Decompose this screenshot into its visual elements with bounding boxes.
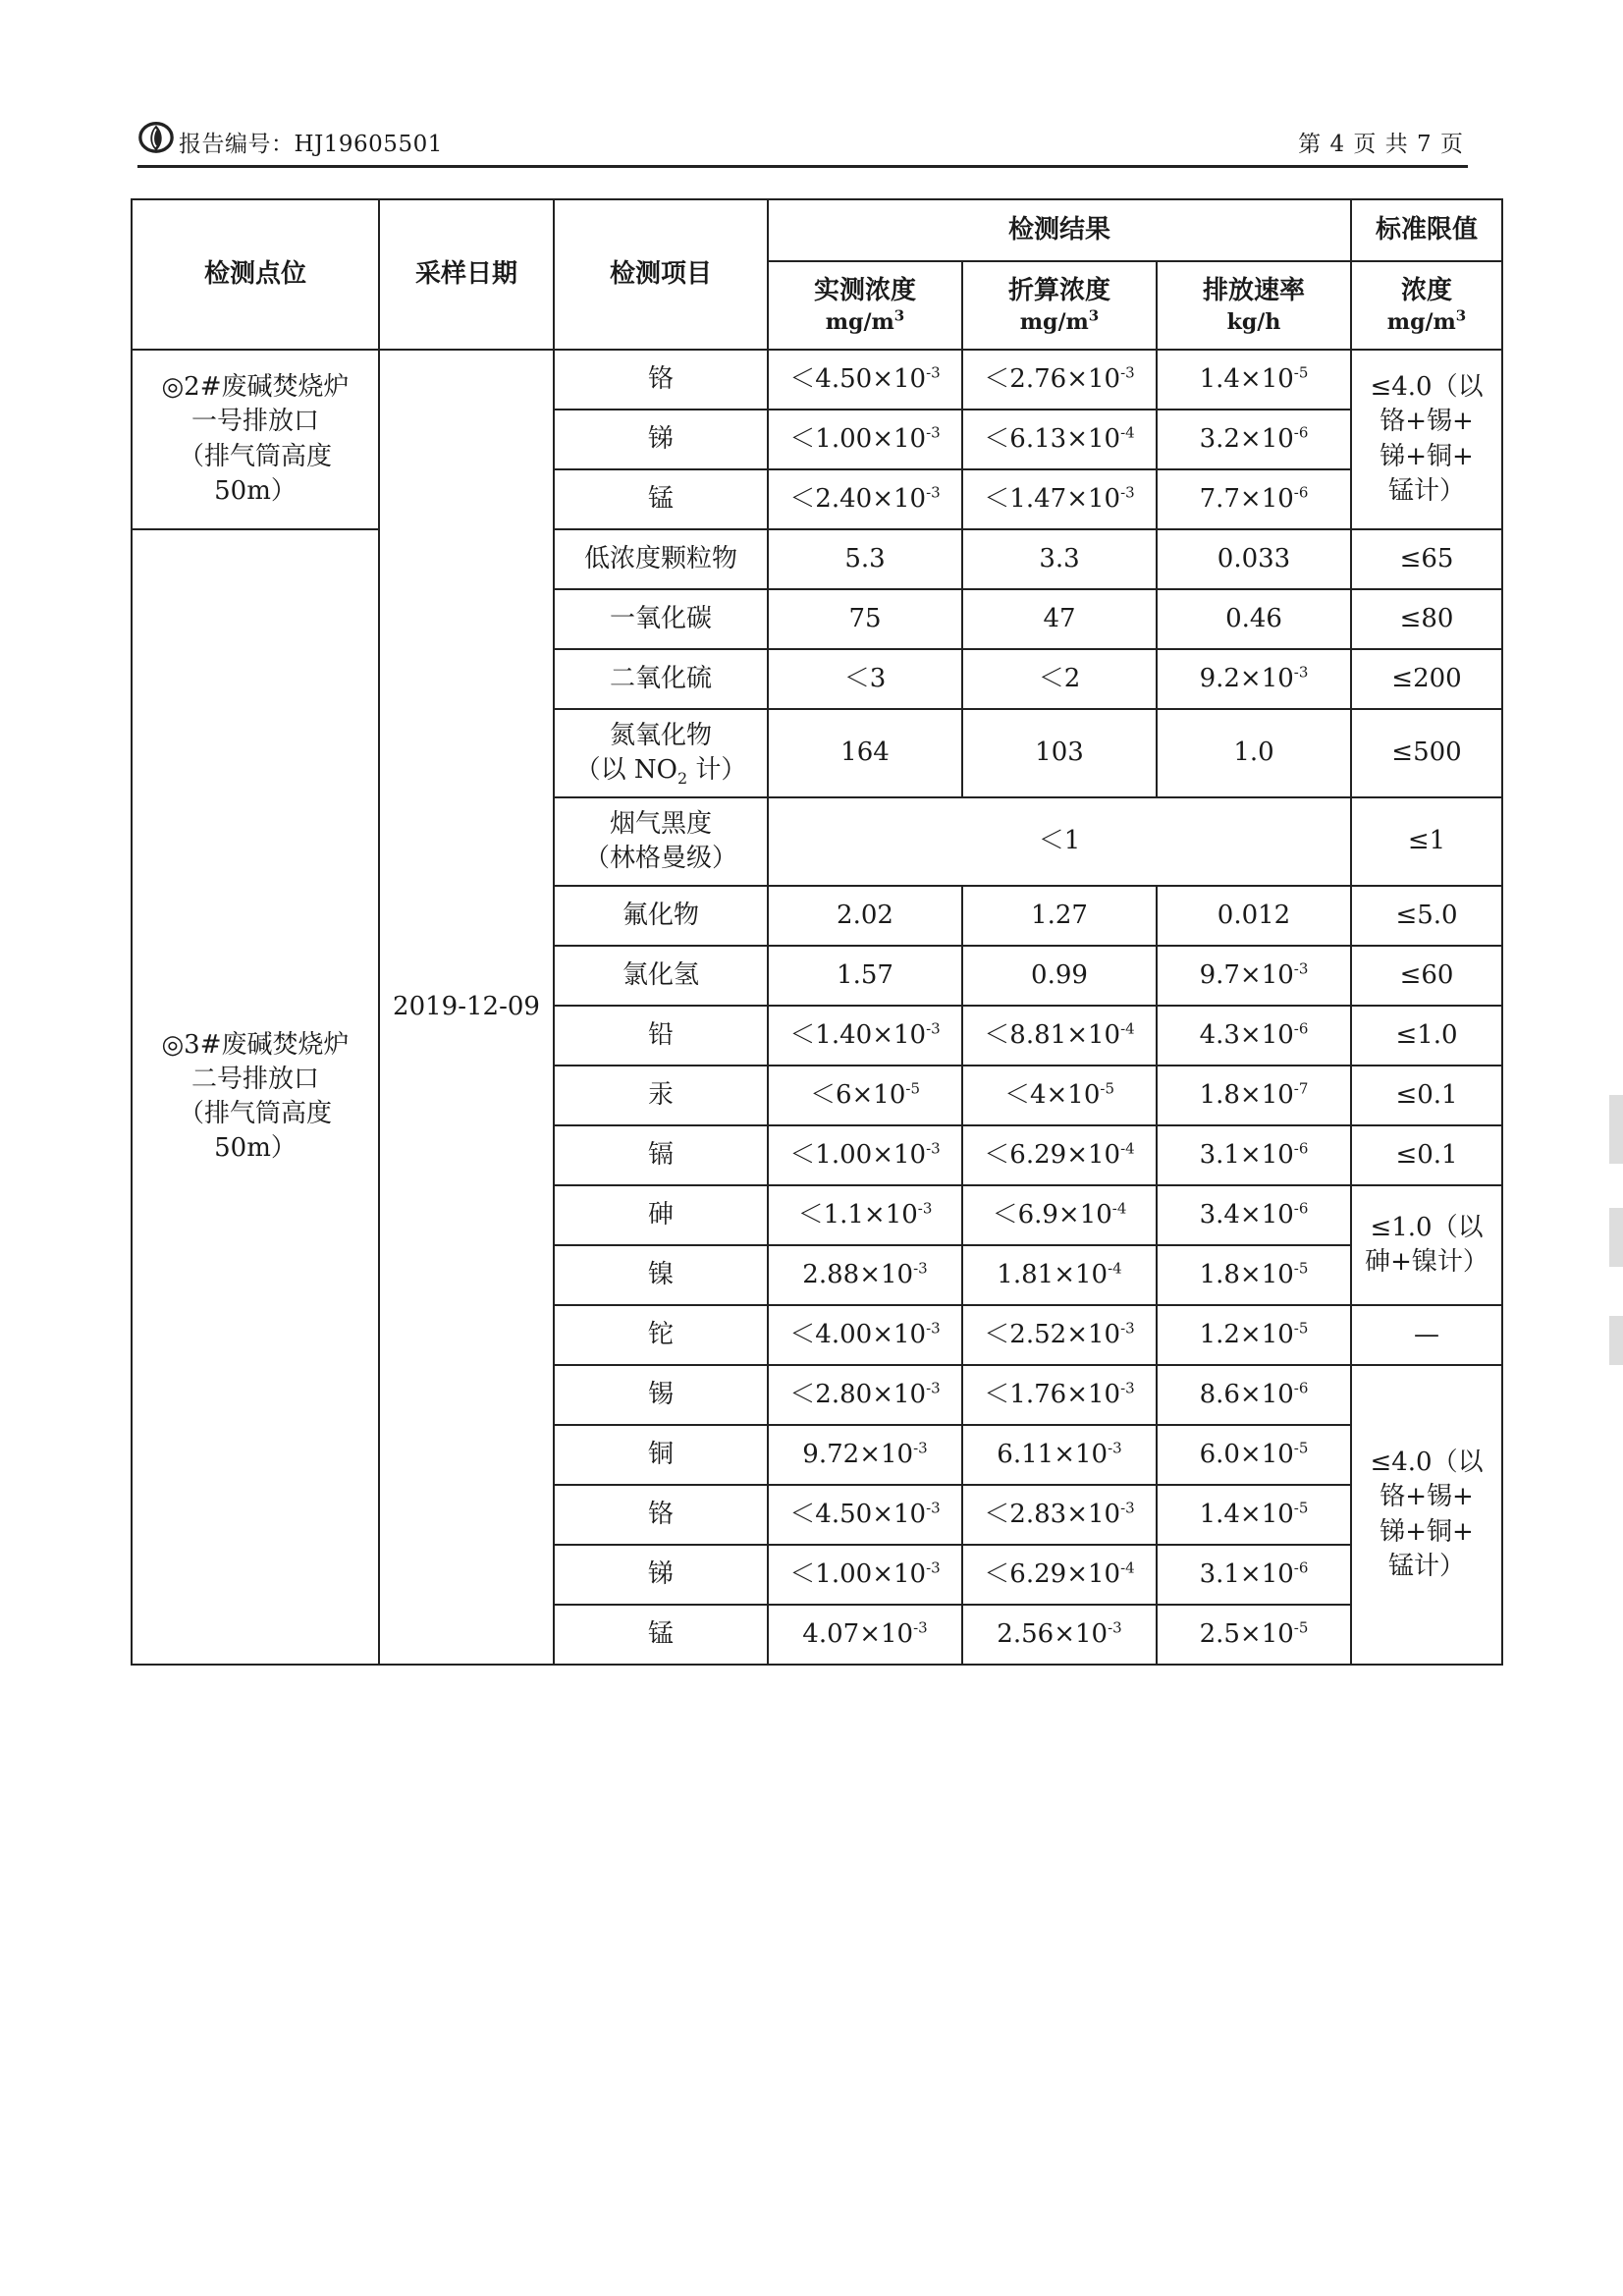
rate-cell: $1.4\times 10^{-5}$	[1157, 350, 1351, 410]
header-std-conc-label: 浓度	[1401, 275, 1453, 305]
rate-cell: $1.4\times 10^{-5}$	[1157, 1485, 1351, 1545]
item-cell: 锰	[554, 1605, 768, 1665]
header-std-conc	[1351, 261, 1502, 350]
item-cell: 汞	[554, 1066, 768, 1125]
rate-cell: $3.1\times 10^{-6}$	[1157, 1125, 1351, 1185]
standard-cell: ≤60	[1351, 946, 1502, 1006]
item-cell: 镍	[554, 1245, 768, 1305]
measured-cell: $<2.40\times 10^{-3}$	[768, 469, 962, 529]
converted-cell: $<8.81\times 10^{-4}$	[962, 1006, 1157, 1066]
converted-cell: 0.99	[962, 946, 1157, 1006]
standard-cell: ≤500	[1351, 709, 1502, 797]
item-cell: 低浓度颗粒物	[554, 529, 768, 589]
rate-cell: $3.1\times 10^{-6}$	[1157, 1545, 1351, 1605]
table-row	[132, 350, 1502, 410]
measured-cell: ＜3	[768, 649, 962, 709]
header-rate	[1157, 261, 1351, 350]
standard-cell: ≤0.1	[1351, 1125, 1502, 1185]
item-cell: 砷	[554, 1185, 768, 1245]
scan-artifact	[1609, 1208, 1623, 1267]
unit-kgh: kg/h	[1226, 308, 1281, 335]
location-cell: ◎2#废碱焚烧炉 一号排放口 （排气筒高度 50m）	[132, 350, 379, 529]
converted-cell: $<2.83\times 10^{-3}$	[962, 1485, 1157, 1545]
standard-cell: ≤200	[1351, 649, 1502, 709]
standard-cell: ≤5.0	[1351, 886, 1502, 946]
rate-cell: $1.8\times 10^{-5}$	[1157, 1245, 1351, 1305]
rate-cell: $1.8\times 10^{-7}$	[1157, 1066, 1351, 1125]
table-row	[132, 529, 1502, 589]
rate-cell: 0.46	[1157, 589, 1351, 649]
converted-cell: $6.11\times 10^{-3}$	[962, 1425, 1157, 1485]
standard-cell: ≤1	[1351, 797, 1502, 886]
header-item: 检测项目	[554, 199, 768, 350]
converted-cell: 1.27	[962, 886, 1157, 946]
header-rate-label: 排放速率	[1203, 275, 1306, 305]
converted-cell: 103	[962, 709, 1157, 797]
results-table	[131, 198, 1503, 1666]
measured-cell: 75	[768, 589, 962, 649]
converted-cell: $<6.29\times 10^{-4}$	[962, 1125, 1157, 1185]
rate-cell: $9.2\times 10^{-3}$	[1157, 649, 1351, 709]
item-cell: 铅	[554, 1006, 768, 1066]
rate-cell: $3.2\times 10^{-6}$	[1157, 410, 1351, 469]
measured-cell: $<4.50\times 10^{-3}$	[768, 350, 962, 410]
company-logo-icon	[137, 118, 175, 155]
item-cell: 铬	[554, 1485, 768, 1545]
standard-cell: ≤1.0	[1351, 1006, 1502, 1066]
standard-cell: ≤4.0（以 铬+锡+ 锑+铜+ 锰计）	[1351, 1365, 1502, 1665]
rate-cell: 1.0	[1157, 709, 1351, 797]
header-standard: 标准限值	[1351, 199, 1502, 261]
header-measured-label: 实测浓度	[813, 275, 916, 305]
unit-mg: $mg/m^3$	[1386, 306, 1467, 335]
item-cell: 镉	[554, 1125, 768, 1185]
measured-cell: $<4.00\times 10^{-3}$	[768, 1305, 962, 1365]
measured-cell: 1.57	[768, 946, 962, 1006]
measured-cell: $<1.00\times 10^{-3}$	[768, 1125, 962, 1185]
item-cell: 氟化物	[554, 886, 768, 946]
unit-mg: $mg/m^3$	[1019, 306, 1100, 335]
rate-cell: $3.4\times 10^{-6}$	[1157, 1185, 1351, 1245]
converted-cell: $<1.47\times 10^{-3}$	[962, 469, 1157, 529]
converted-cell: 3.3	[962, 529, 1157, 589]
item-cell: 氮氧化物 （以 $NO_2$ 计）	[554, 709, 768, 797]
header-converted	[962, 261, 1157, 350]
converted-cell: ＜2	[962, 649, 1157, 709]
rate-cell: $2.5\times 10^{-5}$	[1157, 1605, 1351, 1665]
measured-cell: $<4.50\times 10^{-3}$	[768, 1485, 962, 1545]
converted-cell: $<6.29\times 10^{-4}$	[962, 1545, 1157, 1605]
header-converted-label: 折算浓度	[1007, 275, 1110, 305]
standard-cell: ≤65	[1351, 529, 1502, 589]
measured-cell: $<2.80\times 10^{-3}$	[768, 1365, 962, 1425]
measured-cell: $<1.00\times 10^{-3}$	[768, 410, 962, 469]
standard-cell: ≤80	[1351, 589, 1502, 649]
standard-cell: ≤4.0（以 铬+锡+ 锑+铜+ 锰计）	[1351, 350, 1502, 529]
header-location: 检测点位	[132, 199, 379, 350]
rate-cell: $1.2\times 10^{-5}$	[1157, 1305, 1351, 1365]
standard-cell: —	[1351, 1305, 1502, 1365]
scan-artifact	[1609, 1316, 1623, 1365]
item-cell: 一氧化碳	[554, 589, 768, 649]
header-measured	[768, 261, 962, 350]
standard-cell: ≤0.1	[1351, 1066, 1502, 1125]
value-cell: ＜1	[768, 797, 1351, 886]
item-cell: 铊	[554, 1305, 768, 1365]
header-results: 检测结果	[768, 199, 1351, 261]
report-number: 报告编号：HJ19605501	[179, 132, 443, 157]
item-cell: 铜	[554, 1425, 768, 1485]
page-number: 第 4 页 共 7 页	[1298, 132, 1464, 157]
measured-cell: $4.07\times 10^{-3}$	[768, 1605, 962, 1665]
item-cell: 氯化氢	[554, 946, 768, 1006]
converted-cell: $<4\times 10^{-5}$	[962, 1066, 1157, 1125]
item-cell: 锰	[554, 469, 768, 529]
rate-cell: 0.012	[1157, 886, 1351, 946]
converted-cell: $<1.76\times 10^{-3}$	[962, 1365, 1157, 1425]
measured-cell: 5.3	[768, 529, 962, 589]
rate-cell: $9.7\times 10^{-3}$	[1157, 946, 1351, 1006]
measured-cell: $<6\times 10^{-5}$	[768, 1066, 962, 1125]
measured-cell: $<1.00\times 10^{-3}$	[768, 1545, 962, 1605]
rate-cell: $7.7\times 10^{-6}$	[1157, 469, 1351, 529]
rate-cell: $4.3\times 10^{-6}$	[1157, 1006, 1351, 1066]
sampling-date: 2019-12-09	[379, 350, 554, 1665]
converted-cell: $<6.13\times 10^{-4}$	[962, 410, 1157, 469]
converted-cell: $<2.52\times 10^{-3}$	[962, 1305, 1157, 1365]
measured-cell: $<1.1\times 10^{-3}$	[768, 1185, 962, 1245]
item-cell: 锑	[554, 410, 768, 469]
scan-artifact	[1609, 1095, 1623, 1164]
measured-cell: 164	[768, 709, 962, 797]
rate-cell: $6.0\times 10^{-5}$	[1157, 1425, 1351, 1485]
converted-cell: $2.56\times 10^{-3}$	[962, 1605, 1157, 1665]
item-cell: 锑	[554, 1545, 768, 1605]
converted-cell: $<6.9\times 10^{-4}$	[962, 1185, 1157, 1245]
item-cell: 烟气黑度 （林格曼级）	[554, 797, 768, 886]
rate-cell: 0.033	[1157, 529, 1351, 589]
item-cell: 二氧化硫	[554, 649, 768, 709]
location-cell: ◎3#废碱焚烧炉 二号排放口 （排气筒高度 50m）	[132, 529, 379, 1665]
converted-cell: $1.81\times 10^{-4}$	[962, 1245, 1157, 1305]
converted-cell: $<2.76\times 10^{-3}$	[962, 350, 1157, 410]
header-date: 采样日期	[379, 199, 554, 350]
rate-cell: $8.6\times 10^{-6}$	[1157, 1365, 1351, 1425]
converted-cell: 47	[962, 589, 1157, 649]
measured-cell: $<1.40\times 10^{-3}$	[768, 1006, 962, 1066]
item-cell: 铬	[554, 350, 768, 410]
page-header	[137, 116, 1468, 168]
standard-cell: ≤1.0（以 砷+镍计）	[1351, 1185, 1502, 1305]
measured-cell: $9.72\times 10^{-3}$	[768, 1425, 962, 1485]
unit-mg: $mg/m^3$	[825, 306, 905, 335]
measured-cell: $2.88\times 10^{-3}$	[768, 1245, 962, 1305]
item-cell: 锡	[554, 1365, 768, 1425]
measured-cell: 2.02	[768, 886, 962, 946]
